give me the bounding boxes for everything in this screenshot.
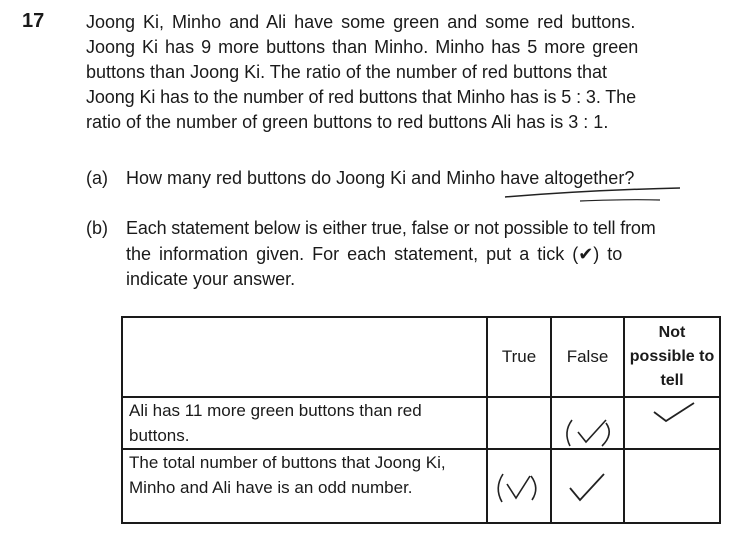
true-cell[interactable]: [487, 449, 551, 523]
question-line: buttons than Joong Ki. The ratio of the number of red buttons that: [86, 62, 608, 82]
table-header-statement: [122, 317, 487, 397]
part-a-text: How many red buttons do Joong Ki and Minho have altogether?: [126, 168, 635, 188]
table-row: [122, 397, 720, 449]
part-b-line: indicate your answer.: [126, 269, 296, 289]
part-b-text: [126, 216, 656, 293]
table-header-false: False: [551, 317, 624, 397]
false-cell[interactable]: [551, 449, 624, 523]
statement-cell: The total number of buttons that Joong Ki, Minho and Ali have is an odd number.: [122, 449, 487, 523]
statement-cell: Ali has 11 more green buttons than red buttons.: [122, 397, 487, 449]
part-b: [86, 216, 656, 289]
not-possible-cell[interactable]: [624, 397, 720, 449]
answer-table: [121, 316, 721, 524]
part-a: [86, 166, 635, 192]
false-cell[interactable]: [551, 397, 624, 449]
table-header-row: [122, 317, 720, 397]
not-possible-cell[interactable]: [624, 449, 720, 523]
question-number: 17: [22, 10, 45, 32]
question-text: [86, 10, 726, 135]
part-b-label: (b): [86, 218, 108, 238]
part-b-line: the information given. For each statement, put a tick (✔) to: [126, 243, 623, 264]
question-line: Joong Ki, Minho and Ali have some green and some red buttons.: [86, 12, 636, 32]
underline-mark: [580, 200, 660, 201]
part-a-label: (a): [86, 168, 108, 188]
question-line: Joong Ki has to the number of red buttons that Minho has is 5 : 3. The: [86, 87, 637, 107]
part-b-line: Each statement below is either true, false or not possible to tell from: [126, 218, 656, 238]
table-header-not-possible: Not possible to tell: [624, 317, 720, 397]
table-header-true: True: [487, 317, 551, 397]
true-cell[interactable]: [487, 397, 551, 449]
question-line: Joong Ki has 9 more buttons than Minho. Minho has 5 more green: [86, 37, 639, 57]
question-line: ratio of the number of green buttons to red buttons Ali has is 3 : 1.: [86, 112, 609, 132]
table-row: [122, 449, 720, 523]
